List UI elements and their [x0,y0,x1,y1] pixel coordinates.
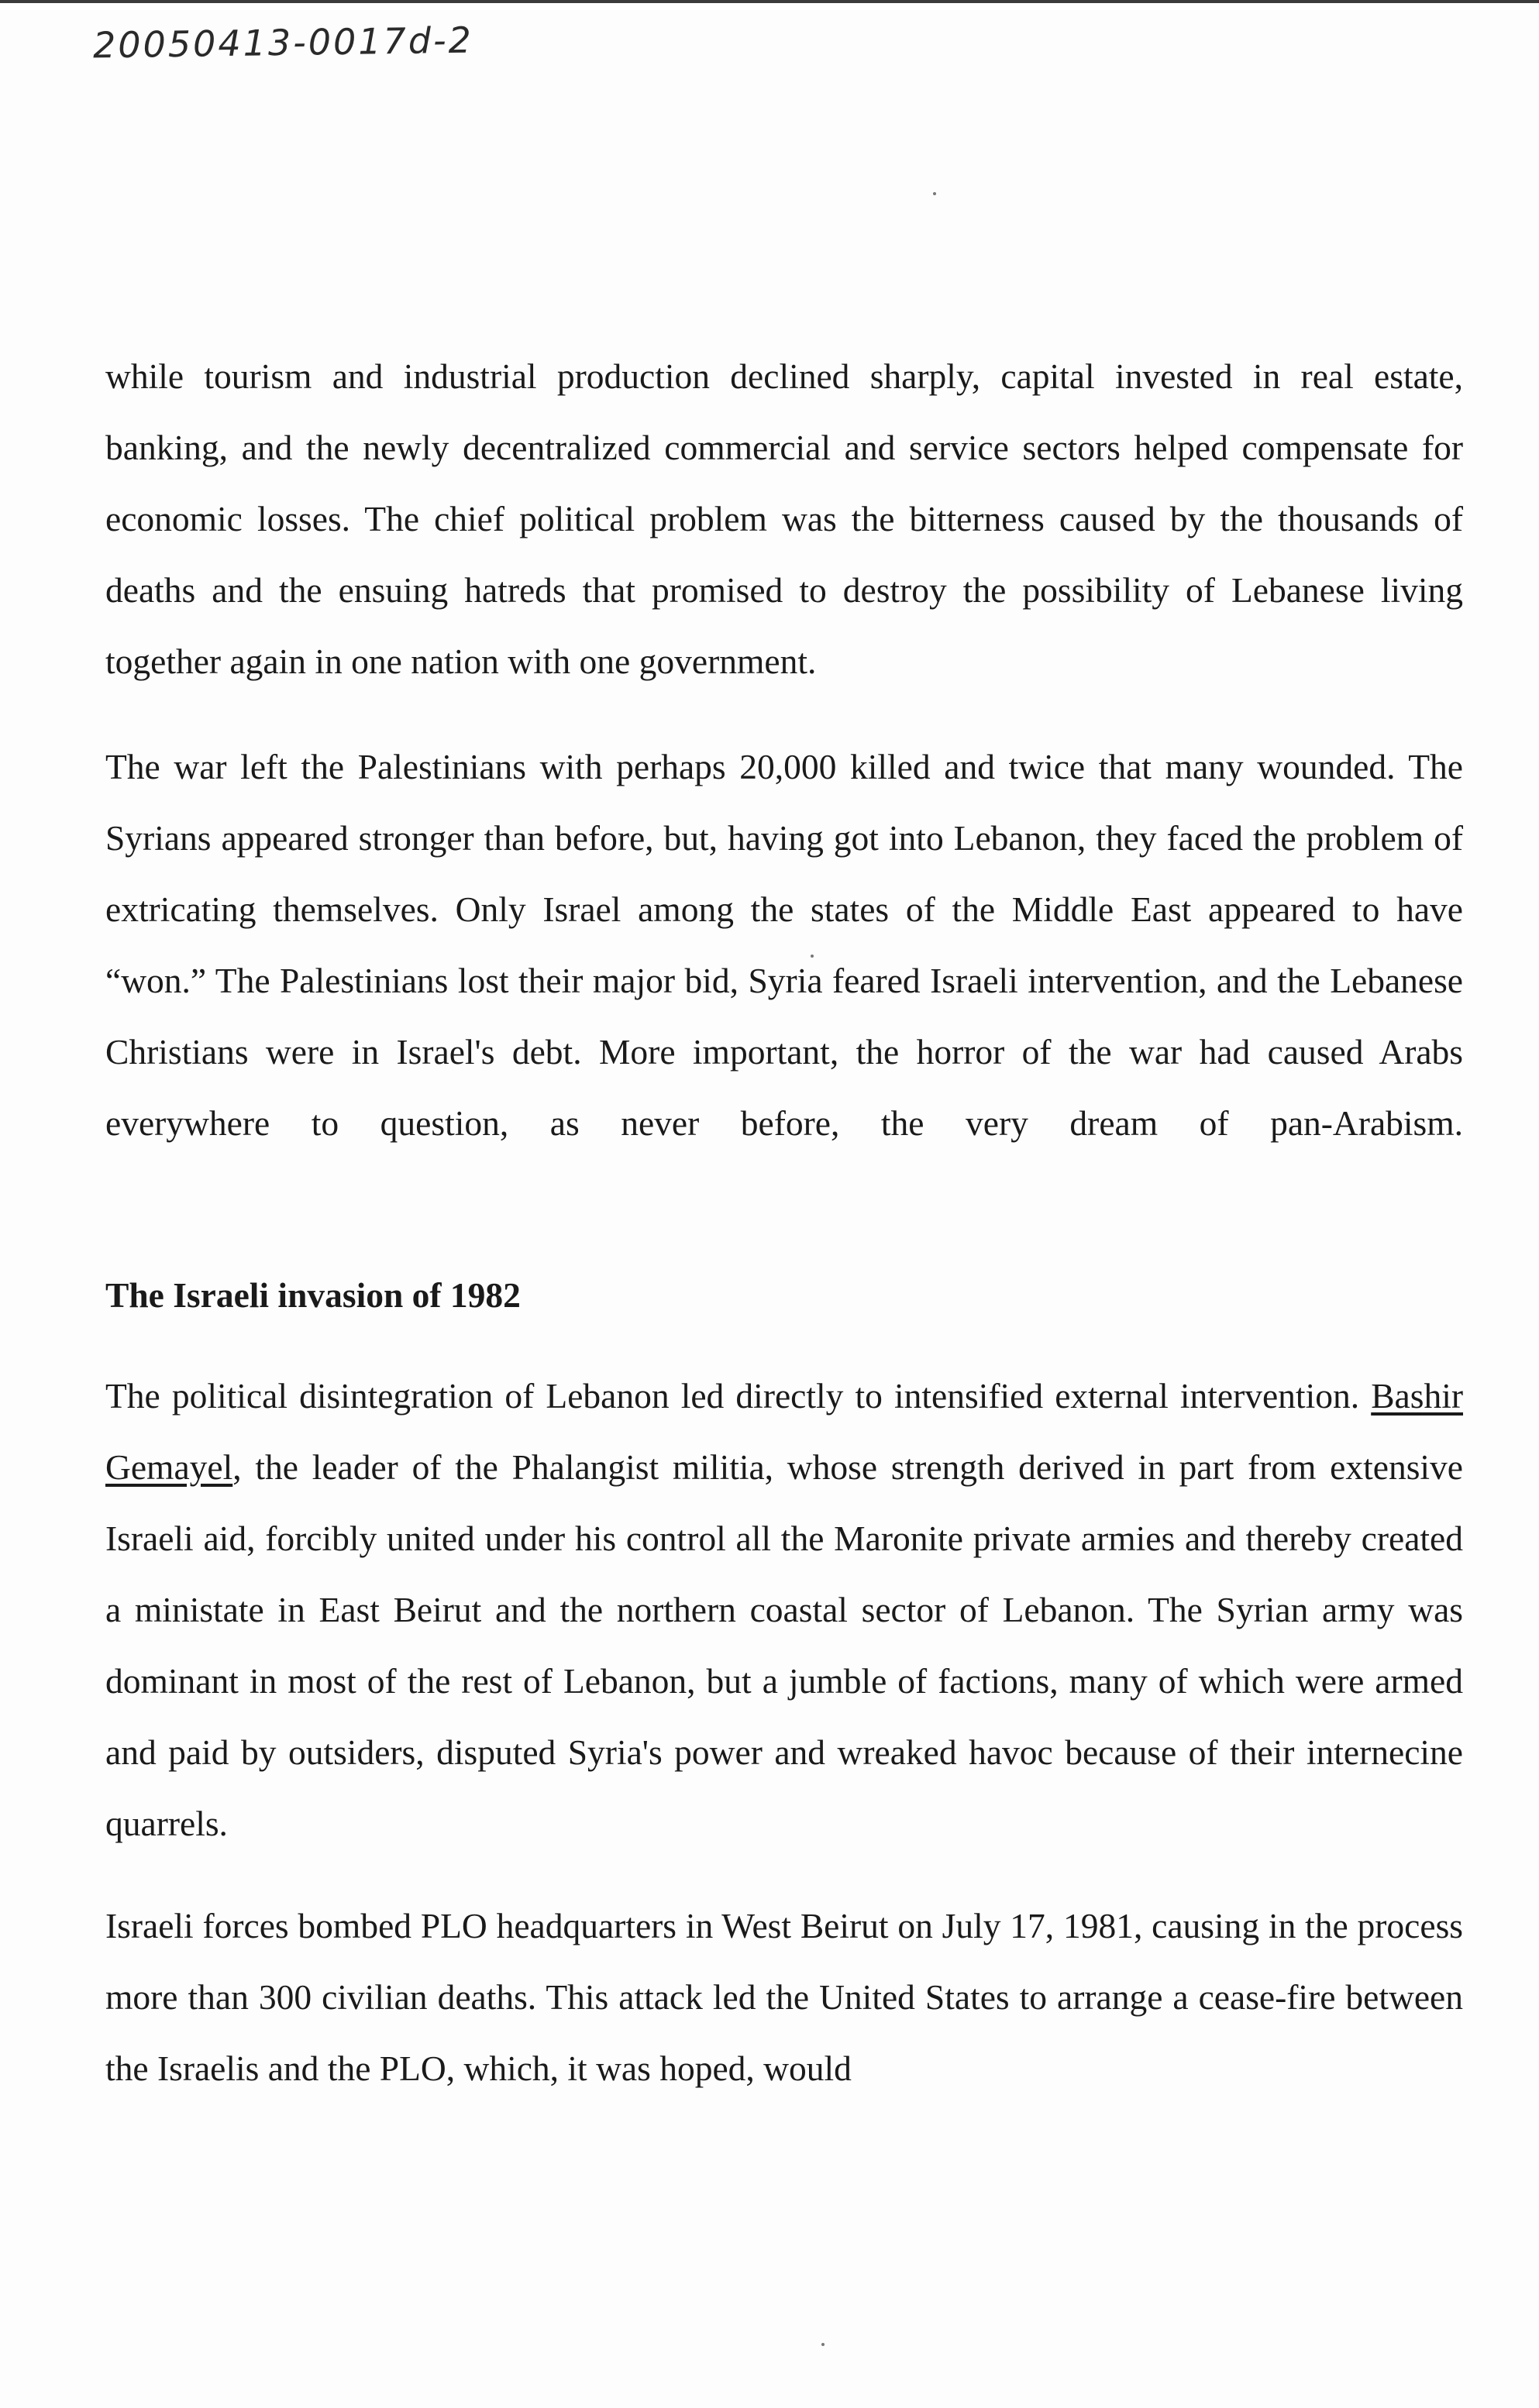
paragraph-war-aftermath: The war left the Palestinians with perhaps 20,000 killed and twice that many wounded. The Syrians appeared stronger than before, but, having got into Lebanon, they faced the problem of extricating themselves. Only Israel among the states of the Middle East appeared to have “won.” The Palestinians lost their major bid, Syria feared Israeli intervention, and the Lebanese Christians were in Israel's debt. More important, the horror of the war had caused Arabs everywhere to question, as never before, the very dream of pan-Arabism. [105,747,1463,1143]
handwritten-reference-note: 20050413-0017d-2 [92,19,474,67]
top-edge-rule [0,0,1539,3]
section-heading: The Israeli invasion of 1982 [105,1275,521,1315]
bashir-gemayel-link[interactable]: Bashir Gemayel [105,1376,1463,1487]
paragraph-disintegration [105,1361,1463,1859]
scan-speck [933,192,936,195]
paragraph-economy: while tourism and industrial production declined sharply, capital invested in real estate, banking, and the newly decentralized commercial and service sectors helped compensate for economic losses. The chief political problem was the bitterness caused by the thousands of deaths and the ensuing hatreds that promised to destroy the possibility of Lebanese living together again in one nation with one government. [105,356,1463,681]
document-body [105,341,1463,2104]
paragraph-plo-bombing: Israeli forces bombed PLO headquarters in West Beirut on July 17, 1981, causing in the process more than 300 civilian deaths. This attack led the United States to arrange a cease-fire between the Israelis and the PLO, which, it was hoped, would [105,1906,1463,2088]
scan-speck [821,2343,825,2346]
paragraph-text: , the leader of the Phalangist militia, whose strength derived in part from extensive Israeli aid, forcibly united under his control all the Maronite private armies and thereby created a ministate in East Beirut and the northern coastal sector of Lebanon. The Syrian army was dominant in most of the rest of Lebanon, but a jumble of factions, many of which were armed and paid by outsiders, disputed Syria's power and wreaked havoc because of their internecine quarrels. [105,1447,1463,1843]
paragraph-text: The political disintegration of Lebanon led directly to intensified external intervention. [105,1376,1372,1416]
